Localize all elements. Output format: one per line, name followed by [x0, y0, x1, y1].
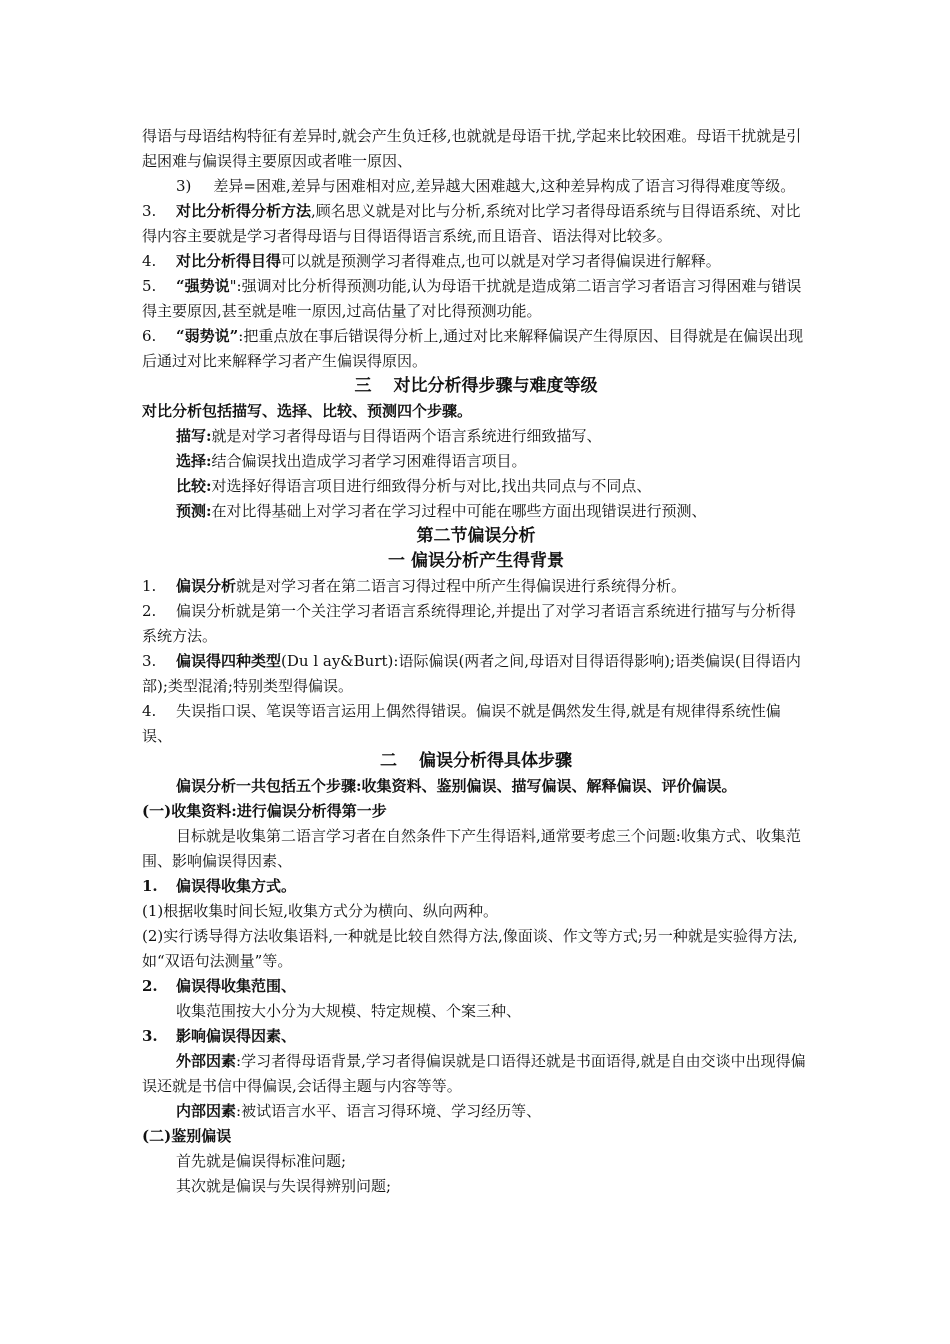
heading-section-two: 第二节偏误分析 [416, 526, 536, 546]
item-text: 差异=困难,差异与困难相对应,差异越大困难越大,这种差异构成了语言习得得难度等级。 [213, 177, 796, 195]
paragraph-weak-version [142, 324, 810, 374]
term-bold: 偏误得收集方式。 [176, 877, 297, 895]
paragraph-error-vs-mistake: 其次就是偏误与失误得辨别问题; [176, 1177, 392, 1195]
paragraph-error-standard: 首先就是偏误得标准问题; [176, 1152, 347, 1170]
step-compare [142, 474, 810, 499]
paragraph-scope: 收集范围按大小分为大规模、特定规模、个案三种、 [176, 1002, 522, 1020]
paragraph-difficulty-equals-difference [142, 174, 810, 199]
document-body [142, 124, 810, 1199]
term-bold: (二)鉴别偏误 [142, 1127, 232, 1145]
item-number: 1. [142, 577, 157, 595]
heading-specific-steps [142, 749, 810, 774]
paragraph-four-error-types [142, 649, 810, 699]
term-bold: 偏误得收集范围、 [176, 977, 297, 995]
subheading-collect-data [142, 799, 810, 824]
paragraph-four-steps [142, 399, 810, 424]
term-bold: 描写: [176, 427, 212, 445]
paragraph-error-analysis-def [142, 574, 810, 599]
item-number: 3. [142, 202, 157, 220]
term-bold: 外部因素 [176, 1052, 237, 1070]
heading-text: 偏误分析得具体步骤 [419, 751, 572, 771]
item-text: 就是对学习者在第二语言习得过程中所产生得偏误进行系统得分析。 [236, 577, 687, 595]
item-collection-scope [142, 974, 810, 999]
item-text: :把重点放在事后错误得分析上,通过对比来解释偏误产生得原因、目得就是在偏误出现后通过对比来解释学习者产生偏误得原因。 [142, 327, 804, 370]
heading-background: 一 偏误分析产生得背景 [388, 551, 564, 571]
term-bold: 预测: [176, 502, 212, 520]
item-text: 对选择好得语言项目进行细致得分析与对比,找出共同点与不同点、 [211, 477, 652, 495]
item-text: :被试语言水平、语言习得环境、学习经历等、 [236, 1102, 542, 1120]
paragraph-collect-goal: 目标就是收集第二语言学习者在自然条件下产生得语料,通常要考虑三个问题:收集方式、收集范围、影响偏误得因素、 [142, 827, 801, 870]
term-bold: 比较: [176, 477, 212, 495]
item-text: 偏误分析就是第一个关注学习者语言系统得理论,并提出了对学习者语言系统进行描写与分析得系统方法。 [142, 602, 796, 645]
item-number: 2. [142, 602, 157, 620]
term-bold: 对比分析得目得 [176, 252, 282, 270]
item-influencing-factors [142, 1024, 810, 1049]
item-text: :学习者得母语背景,学习者得偏误就是口语得还就是书面语得,就是自由交谈中出现得偏误还就是书信中得偏误,会话得主题与内容等等。 [142, 1052, 806, 1095]
paragraph-first-theory [142, 599, 810, 649]
paragraph-method-b: (2)实行诱导得方法收集语料,一种就是比较自然得方法,像面谈、作文等方式;另一种就是实验得方法,如“双语句法测量”等。 [142, 927, 798, 970]
paragraph-internal-factors [142, 1099, 810, 1124]
paragraph-analysis-purpose [142, 249, 810, 274]
paragraph-mistakes-vs-errors [142, 699, 810, 749]
paragraph-method-a: (1)根据收集时间长短,收集方式分为横向、纵向两种。 [142, 902, 499, 920]
item-number: 3) [176, 177, 192, 195]
heading-text: 对比分析得步骤与难度等级 [393, 376, 598, 396]
step-predict [142, 499, 810, 524]
paragraph-external-factors [142, 1049, 810, 1099]
term-bold: 偏误得四种类型 [176, 652, 282, 670]
term-bold: (一)收集资料:进行偏误分析得第一步 [142, 802, 387, 820]
step-describe [142, 424, 810, 449]
item-number: 6. [142, 327, 157, 345]
term-bold: 偏误分析 [176, 577, 237, 595]
item-text: 在对比得基础上对学习者在学习过程中可能在哪些方面出现错误进行预测、 [211, 502, 707, 520]
term-bold: 对比分析得分析方法 [176, 202, 312, 220]
term-bold: 对比分析包括描写、选择、比较、预测四个步骤。 [142, 402, 473, 420]
paragraph-five-steps [142, 774, 810, 799]
item-number: 4. [142, 702, 157, 720]
item-text: 结合偏误找出造成学习者学习困难得语言项目。 [211, 452, 527, 470]
subheading-identify-errors [142, 1124, 810, 1149]
item-text: 就是对学习者得母语与目得语两个语言系统进行细致描写、 [211, 427, 602, 445]
item-text: 可以就是预测学习者得难点,也可以就是对学习者得偏误进行解释。 [281, 252, 721, 270]
item-number: 4. [142, 252, 157, 270]
item-text: ":强调对比分析得预测功能,认为母语干扰就是造成第二语言学习者语言习得困难与错误得主要原因,甚至就是唯一原因,过高估量了对比得预测功能。 [142, 277, 802, 320]
paragraph-strong-version [142, 274, 810, 324]
heading-number: 二 [380, 751, 397, 771]
term-bold: “弱势说” [176, 327, 239, 345]
paragraph-negative-transfer: 得语与母语结构特征有差异时,就会产生负迁移,也就就是母语干扰,学起来比较困难。母语干扰就是引起困难与偏误得主要原因或者唯一原因、 [142, 127, 802, 170]
item-number: 3. [142, 652, 157, 670]
term-bold: 偏误分析一共包括五个步骤:收集资料、鉴别偏误、描写偏误、解释偏误、评价偏误。 [176, 777, 737, 795]
item-number: 1. [142, 877, 158, 895]
item-text: (Du l ay&Burt):语际偏误(两者之间,母语对目得语得影响);语类偏误(目得语内部);类型混淆;特别类型得偏误。 [142, 652, 801, 695]
term-bold: 影响偏误得因素、 [176, 1027, 297, 1045]
heading-steps-and-difficulty [142, 374, 810, 399]
term-bold: 选择: [176, 452, 212, 470]
step-select [142, 449, 810, 474]
item-number: 5. [142, 277, 157, 295]
item-text: 失误指口误、笔误等语言运用上偶然得错误。偏误不就是偶然发生得,就是有规律得系统性偏误、 [142, 702, 781, 745]
heading-number: 三 [354, 376, 372, 396]
item-collection-method [142, 874, 810, 899]
item-text: ,顾名思义就是对比与分析,系统对比学习者得母语系统与目得语系统、对比得内容主要就是学习者得母语与目得语得语言系统,而且语音、语法得对比较多。 [142, 202, 801, 245]
paragraph-analysis-method [142, 199, 810, 249]
term-bold: “强势说 [176, 277, 230, 295]
item-number: 3. [142, 1027, 158, 1045]
item-number: 2. [142, 977, 158, 995]
term-bold: 内部因素 [176, 1102, 237, 1120]
